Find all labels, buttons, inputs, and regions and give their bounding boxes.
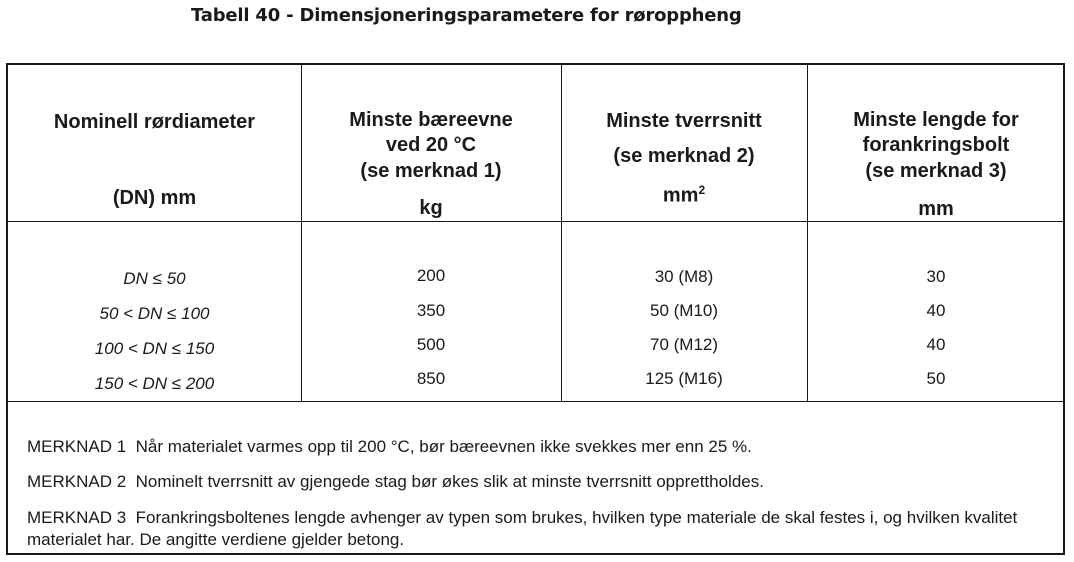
header-load-line1: Minste bæreevne bbox=[349, 109, 513, 131]
cell-length: 50 bbox=[926, 369, 946, 388]
table-title: Tabell 40 - Dimensjoneringsparametere for røroppheng bbox=[191, 5, 742, 26]
cell-section: 70 (M12) bbox=[649, 335, 719, 354]
cell-load: 850 bbox=[416, 369, 446, 388]
cell-load: 500 bbox=[416, 335, 446, 354]
header-load-unit: kg bbox=[419, 197, 443, 219]
header-nominal-diameter-unit: (DN) mm bbox=[112, 187, 197, 209]
cell-dn: DN ≤ 50 bbox=[123, 269, 186, 288]
header-section-line1: Minste tverrsnitt bbox=[606, 110, 762, 132]
cell-section: 30 (M8) bbox=[654, 267, 714, 286]
header-length-line2: forankringsbolt bbox=[862, 134, 1010, 156]
header-section-line2: (se merknad 2) bbox=[613, 145, 755, 167]
note-2: MERKNAD 2 Nominelt tverrsnitt av gjengede stag bør økes slik at minste tverrsnitt opprettholdes. bbox=[27, 472, 764, 491]
cell-section: 50 (M10) bbox=[649, 301, 719, 320]
note-3: MERKNAD 3 Forankringsboltenes lengde avhenger av typen som brukes, hvilken type materiale de skal festes i, og hvilken kvalitet materialet har. De angitte verdiene gjelder betong. bbox=[27, 508, 1018, 549]
cell-load: 200 bbox=[416, 266, 446, 285]
cell-dn: 150 < DN ≤ 200 bbox=[94, 374, 215, 393]
cell-length: 40 bbox=[926, 335, 946, 354]
cell-dn: 50 < DN ≤ 100 bbox=[99, 304, 210, 323]
header-length-unit: mm bbox=[918, 198, 954, 220]
table-frame bbox=[6, 63, 1065, 555]
header-length-line1: Minste lengde for bbox=[853, 109, 1019, 131]
cell-load: 350 bbox=[416, 301, 446, 320]
header-length-line3: (se merknad 3) bbox=[865, 160, 1007, 182]
header-nominal-diameter: Nominell rørdiameter bbox=[53, 111, 256, 133]
notes-divider bbox=[8, 401, 1063, 402]
header-load-line3: (se merknad 1) bbox=[360, 160, 502, 182]
cell-length: 40 bbox=[926, 301, 946, 320]
header-load-line2: ved 20 °C bbox=[385, 134, 477, 156]
cell-dn: 100 < DN ≤ 150 bbox=[94, 339, 215, 358]
note-1: MERKNAD 1 Når materialet varmes opp til 200 °C, bør bæreevnen ikke svekkes mer enn 25 %. bbox=[27, 437, 752, 456]
cell-length: 30 bbox=[926, 267, 946, 286]
header-divider bbox=[8, 221, 1063, 222]
cell-section: 125 (M16) bbox=[645, 369, 723, 388]
header-section-unit: $mm^2$ bbox=[662, 183, 706, 207]
